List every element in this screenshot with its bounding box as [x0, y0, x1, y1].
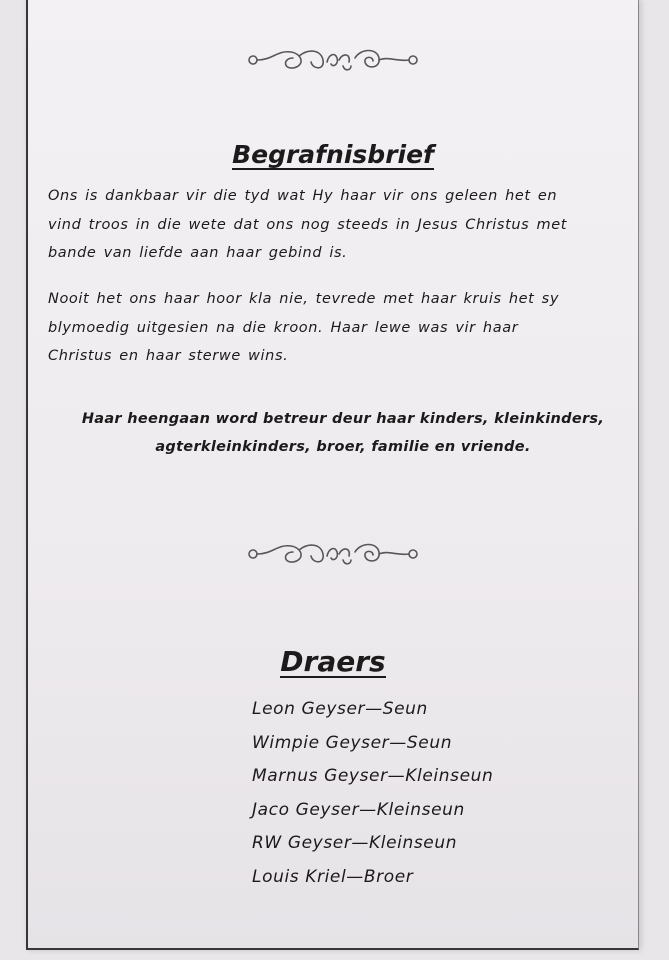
- section-heading-draers: [28, 645, 638, 678]
- list-item: Jaco Geyser—Kleinseun: [252, 799, 465, 820]
- heading-text: Draers: [280, 645, 386, 678]
- list-item: Marnus Geyser—Kleinseun: [252, 766, 494, 786]
- scroll-ornament-icon: [28, 42, 638, 78]
- paragraph-mourned-by: [58, 405, 628, 461]
- list-item: Wimpie Geyser—Seun: [252, 732, 453, 753]
- section-heading-begrafnisbrief: [28, 140, 638, 170]
- list-item: RW Geyser—Kleinseun: [252, 833, 458, 853]
- text-line: agterkleinkinders, broer, familie en vriende.: [155, 439, 531, 455]
- paragraph-thanks: [48, 182, 633, 268]
- text-line: Christus en haar sterwe wins.: [48, 348, 289, 364]
- text-line: Nooit het ons haar hoor kla nie, tevrede met haar kruis het sy: [48, 291, 560, 307]
- text-line: Haar heengaan word betreur deur haar kinders, kleinkinders,: [81, 411, 605, 427]
- list-item: Louis Kriel—Broer: [252, 866, 414, 887]
- list-item: Leon Geyser—Seun: [252, 699, 428, 719]
- text-line: bande van liefde aan haar gebind is.: [48, 245, 348, 261]
- text-line: Ons is dankbaar vir die tyd wat Hy haar vir ons geleen het en: [48, 188, 558, 204]
- scroll-ornament-icon: [28, 536, 638, 572]
- text-line: blymoedig uitgesien na die kroon. Haar lewe was vir haar: [48, 319, 519, 336]
- heading-text: Begrafnisbrief: [232, 140, 434, 169]
- document-page: [26, 0, 639, 950]
- bearers-list: [252, 695, 493, 896]
- paragraph-never-complained: [48, 285, 633, 371]
- text-line: vind troos in die wete dat ons nog steeds in Jesus Christus met: [48, 216, 568, 233]
